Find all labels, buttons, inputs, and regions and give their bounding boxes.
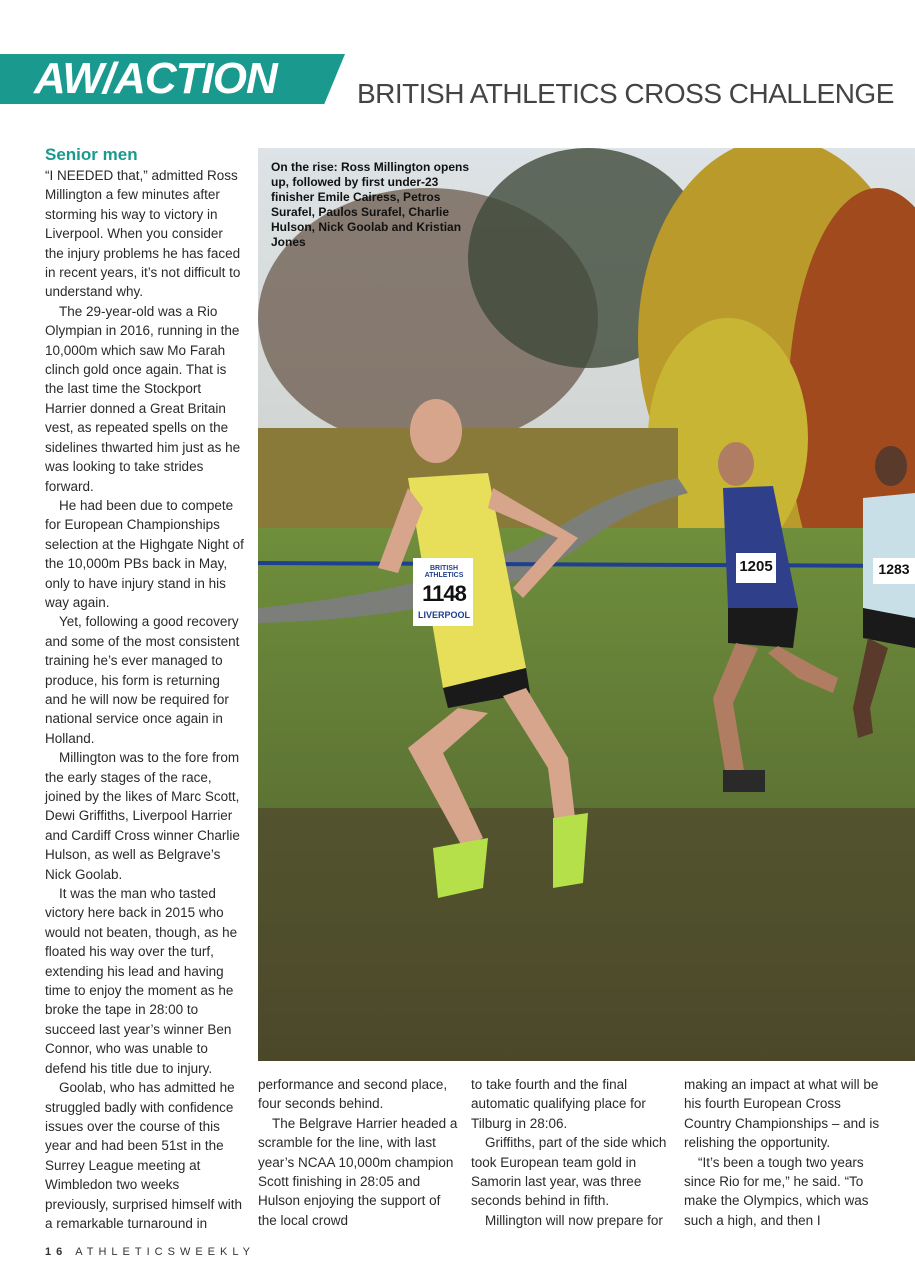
photo-caption: On the rise: Ross Millington opens up, followed by first under-23 finisher Emile Cairess, Petros Surafel, Paulos Surafel, Charlie Hulson, Nick Goolab and Kristian Jones [271,160,470,249]
article-subhead: Senior men [45,145,138,164]
paragraph: The 29-year-old was a Rio Olympian in 2016, running in the 10,000m which saw Mo Farah clinch gold once again. That is the last time the Stockport Harrier donned a Great Britain vest, as repeated spells on the sidelines thwarted him just as he was looking to take strides forward. [45,303,241,494]
race-photo [258,148,915,1061]
paragraph: The Belgrave Harrier headed a scramble for the line, with last year’s NCAA 10,000m champion Scott finishing in 28:05 and Hulson enjoying the support of the local crowd [258,1115,458,1228]
section-title: BRITISH ATHLETICS CROSS CHALLENGE [357,78,894,109]
paragraph: to take fourth and the final automatic qualifying place for Tilburg in 28:06. [471,1077,646,1131]
race-photo-illustration [258,148,915,1061]
paragraph: Millington was to the fore from the early stages of the race, joined by the likes of Marc Scott, Dewi Griffiths, Liverpool Harrier and Cardiff Cross winner Charlie Hulson, as well as Belgrave’s Nick Goolab. [45,750,240,882]
paragraph: “I NEEDED that,” admitted Ross Millington a few minutes after storming his way to victory in Liverpool. When you consider the injury problems he has faced in recent years, it’s not difficult to understand why. [45,168,241,300]
article-column-1 [45,166,245,1233]
page-footer [45,1246,255,1258]
paragraph: making an impact at what will be his fourth European Cross Country Championships – and is relishing the opportunity. [684,1077,880,1151]
page-number: 16 [45,1246,68,1258]
article-column-2 [258,1075,458,1230]
paragraph: performance and second place, four seconds behind. [258,1077,448,1112]
bib-club: LIVERPOOL [417,610,470,620]
paragraph: Griffiths, part of the side which took European team gold in Samorin last year, was three seconds behind in fifth. [471,1135,667,1209]
bib-number-lead: 1148 [422,581,466,606]
paragraph: Yet, following a good recovery and some of the most consistent training he’s ever managed to produce, his form is returning and he will now be required for national service once again in Holland. [45,614,240,746]
paragraph: It was the man who tasted victory here back in 2015 who would not beaten, though, as he floated his way over the turf, extending his lead and having time to enjoy the moment as he broke the tape in 28:00 to succeed last year’s winner Ben Connor, who was unable to defend his title due to injury. [45,886,238,1076]
paragraph: “It’s been a tough two years since Rio for me,” he said. “To make the Olympics, which was such a high, and then I [684,1154,869,1228]
bib-number-second: 1205 [739,558,773,575]
article-column-3 [471,1075,671,1230]
paragraph: He had been due to compete for European Championships selection at the Highgate Night of the 10,000m PBs back in May, only to have injury stand in his way again. [45,497,244,610]
bib-sponsor: BRITISH ATHLETICS [424,565,464,579]
paragraph: Millington will now prepare for [485,1212,663,1228]
bib-number-third: 1283 [878,561,910,577]
article-column-4 [684,1075,889,1230]
paragraph: Goolab, who has admitted he struggled badly with confidence issues over the course of this year and had been 51st in the Surrey League meeting at Wimbledon two weeks previously, surprised himself with a remarkable turnaround in [45,1080,243,1231]
magazine-name: ATHLETICSWEEKLY [75,1246,255,1258]
brand-logo: AW/ACTION [34,54,277,103]
